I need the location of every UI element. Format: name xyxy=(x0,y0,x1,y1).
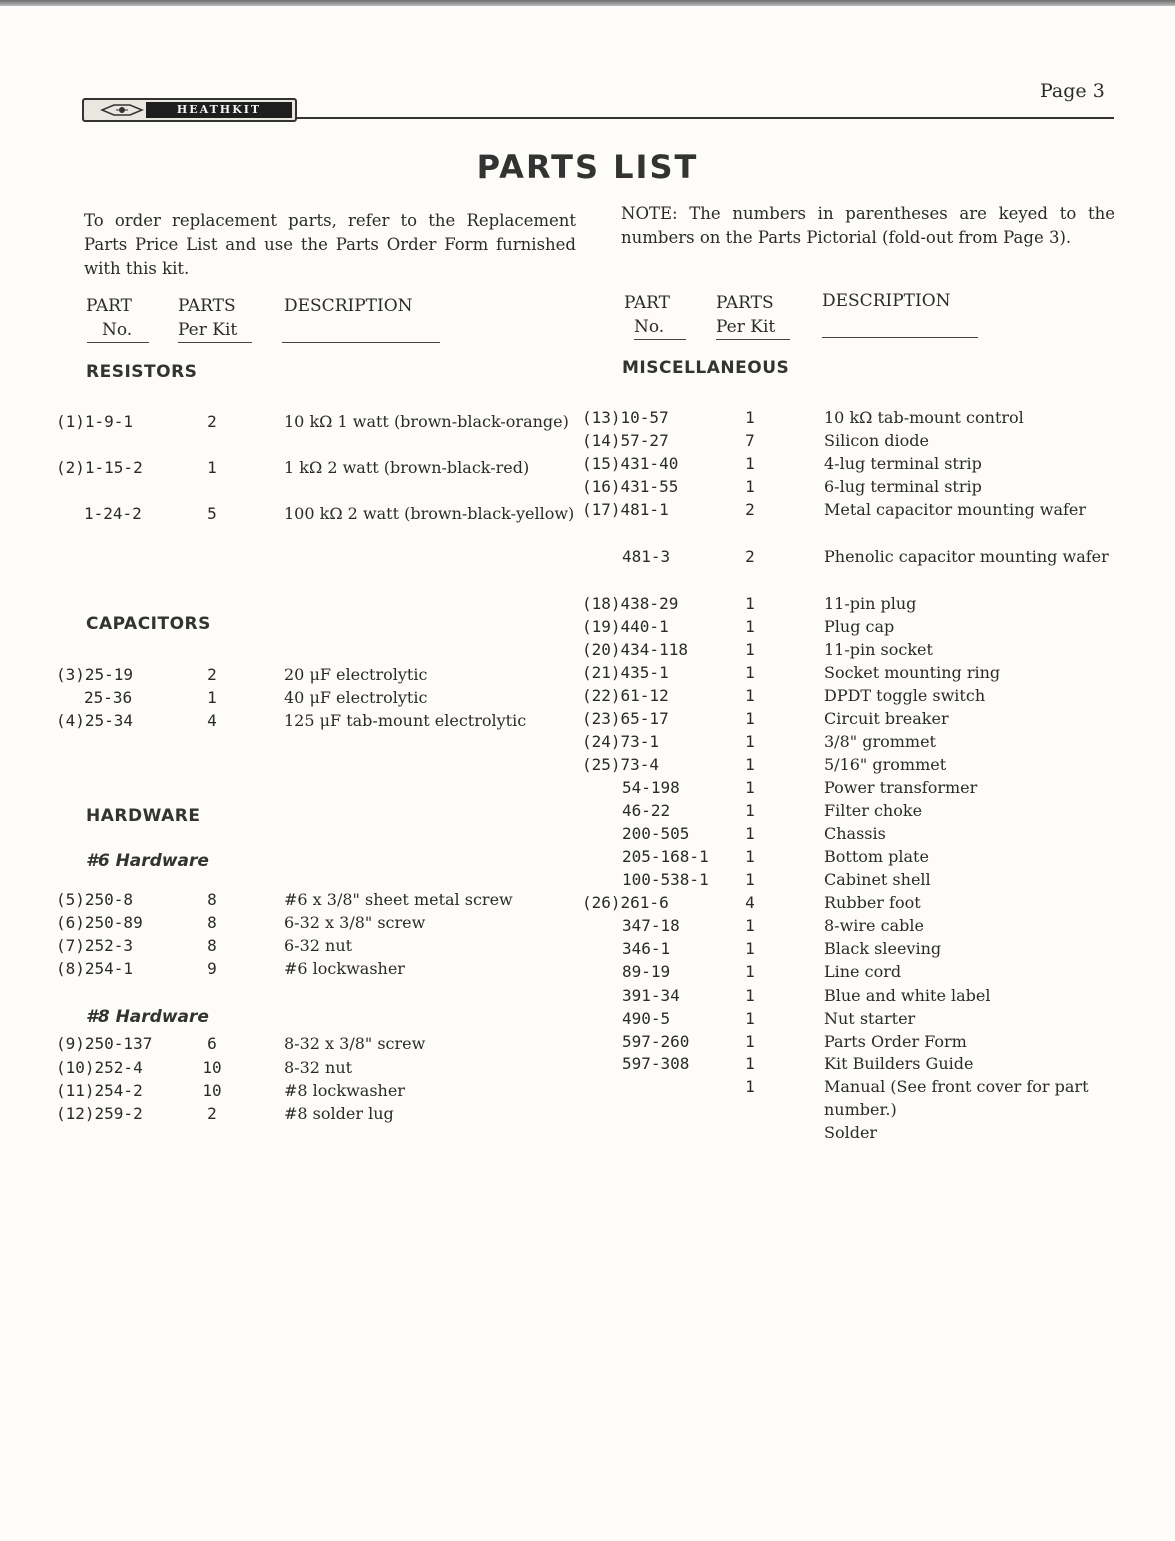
quantity: 10 xyxy=(202,1058,222,1077)
quantity: 1 xyxy=(745,870,755,889)
part-description: 4-lug terminal strip xyxy=(824,454,982,473)
intro-note-text: NOTE: The numbers in parentheses are keyed to the numbers on the Parts Pictorial (fold-out from Page 3). xyxy=(621,204,1115,247)
part-description: DPDT toggle switch xyxy=(824,686,986,705)
part-description: Filter choke xyxy=(824,801,923,820)
part-number: (18)438-29 xyxy=(582,594,679,613)
part-description: Solder xyxy=(824,1123,878,1142)
part-description: Silicon diode xyxy=(824,431,929,450)
col-head-parts-per-kit: PARTS Per Kit xyxy=(178,296,238,340)
quantity: 1 xyxy=(745,594,755,613)
quantity: 2 xyxy=(207,665,217,684)
quantity: 1 xyxy=(207,688,217,707)
intro-order-text: To order replacement parts, refer to the Replacement Parts Price List and use the Parts Order Form furnished with this kit. xyxy=(84,211,576,278)
col-underline xyxy=(716,339,790,340)
quantity: 1 xyxy=(745,617,755,636)
col-head-description: DESCRIPTION xyxy=(822,291,951,311)
part-description: #8 lockwasher xyxy=(284,1081,405,1100)
part-number: 100-538-1 xyxy=(622,870,709,889)
subsection-6-hardware: #6 Hardware xyxy=(86,851,209,871)
part-description: 8-32 nut xyxy=(284,1058,353,1077)
quantity: 1 xyxy=(745,408,755,427)
col-underline xyxy=(282,342,440,343)
part-number: (20)434-118 xyxy=(582,640,688,659)
part-description: Power transformer xyxy=(824,778,978,797)
quantity: 1 xyxy=(745,778,755,797)
quantity: 1 xyxy=(745,801,755,820)
quantity: 1 xyxy=(745,709,755,728)
quantity: 1 xyxy=(745,454,755,473)
quantity: 1 xyxy=(745,986,755,1005)
part-number: (15)431-40 xyxy=(582,454,679,473)
col-underline xyxy=(822,337,978,338)
part-number: (9)250-137 xyxy=(56,1034,153,1053)
logo-text: HEATHKIT xyxy=(146,102,292,118)
part-description: Phenolic capacitor mounting wafer xyxy=(824,547,1109,566)
part-number: 46-22 xyxy=(622,801,671,820)
quantity: 1 xyxy=(745,847,755,866)
part-description: Plug cap xyxy=(824,617,895,636)
quantity: 8 xyxy=(207,913,217,932)
part-description: 11-pin socket xyxy=(824,640,933,659)
heathkit-logo xyxy=(82,98,297,122)
part-number: (17)481-1 xyxy=(582,500,669,519)
part-description: 8-32 x 3/8" screw xyxy=(284,1034,426,1053)
section-resistors: RESISTORS xyxy=(86,362,198,382)
part-number: 89-19 xyxy=(622,962,671,981)
part-number: 391-34 xyxy=(622,986,680,1005)
col-head-part: PART No. xyxy=(624,293,670,337)
part-number: (14)57-27 xyxy=(582,431,669,450)
part-number: 1-24-2 xyxy=(84,504,142,523)
part-number: 346-1 xyxy=(622,939,671,958)
part-number: 347-18 xyxy=(622,916,680,935)
page-title: PARTS LIST xyxy=(476,148,699,186)
part-description: 10 kΩ tab-mount control xyxy=(824,408,1024,427)
part-description: Line cord xyxy=(824,962,902,981)
part-number: (4)25-34 xyxy=(56,711,134,730)
col-underline xyxy=(178,342,252,343)
part-description: 40 μF electrolytic xyxy=(284,688,428,707)
part-number: (13)10-57 xyxy=(582,408,669,427)
part-number: (3)25-19 xyxy=(56,665,134,684)
part-description: #8 solder lug xyxy=(284,1104,394,1123)
quantity: 1 xyxy=(745,755,755,774)
part-description: Manual (See front cover for part number.) xyxy=(824,1077,1089,1119)
quantity: 1 xyxy=(745,663,755,682)
quantity: 1 xyxy=(745,640,755,659)
col-underline xyxy=(87,342,149,343)
quantity: 1 xyxy=(745,686,755,705)
quantity: 9 xyxy=(207,959,217,978)
part-description: 5/16" grommet xyxy=(824,755,947,774)
col-head-parts-per-kit: PARTS Per Kit xyxy=(716,293,776,337)
part-description: 3/8" grommet xyxy=(824,732,936,751)
quantity: 8 xyxy=(207,890,217,909)
part-number: 481-3 xyxy=(622,547,671,566)
quantity: 2 xyxy=(207,1104,217,1123)
part-number: (5)250-8 xyxy=(56,890,134,909)
quantity: 1 xyxy=(745,939,755,958)
quantity: 6 xyxy=(207,1034,217,1053)
part-description: Bottom plate xyxy=(824,847,929,866)
part-description: 20 μF electrolytic xyxy=(284,665,428,684)
header-rule xyxy=(296,117,1114,119)
quantity: 1 xyxy=(745,1077,755,1096)
col-head-part: PART No. xyxy=(86,296,133,340)
section-hardware: HARDWARE xyxy=(86,806,201,826)
part-number: (22)61-12 xyxy=(582,686,669,705)
quantity: 8 xyxy=(207,936,217,955)
part-number: (12)259-2 xyxy=(56,1104,143,1123)
part-number: (8)254-1 xyxy=(56,959,134,978)
part-description: Black sleeving xyxy=(824,939,942,958)
part-number: 597-260 xyxy=(622,1032,690,1051)
part-number: (24)73-1 xyxy=(582,732,660,751)
part-number: 54-198 xyxy=(622,778,680,797)
part-description: Cabinet shell xyxy=(824,870,931,889)
part-number: (6)250-89 xyxy=(56,913,143,932)
quantity: 1 xyxy=(745,916,755,935)
quantity: 1 xyxy=(745,1009,755,1028)
part-number: 205-168-1 xyxy=(622,847,709,866)
part-number: (2)1-15-2 xyxy=(56,458,143,477)
scan-top-edge xyxy=(0,0,1175,6)
part-description: 6-32 x 3/8" screw xyxy=(284,913,426,932)
part-number: (23)65-17 xyxy=(582,709,669,728)
quantity: 2 xyxy=(745,500,755,519)
quantity: 7 xyxy=(745,431,755,450)
part-number: (1)1-9-1 xyxy=(56,412,134,431)
part-description: 8-wire cable xyxy=(824,916,924,935)
part-description: Socket mounting ring xyxy=(824,663,1001,682)
part-number: (16)431-55 xyxy=(582,477,679,496)
part-description: 10 kΩ 1 watt (brown-black-orange) xyxy=(284,412,569,431)
part-number: (11)254-2 xyxy=(56,1081,143,1100)
quantity: 2 xyxy=(745,547,755,566)
heathkit-emblem-icon xyxy=(100,102,144,118)
part-number: 25-36 xyxy=(84,688,133,707)
subsection-8-hardware: #8 Hardware xyxy=(86,1007,209,1027)
page-number: Page 3 xyxy=(1040,80,1105,102)
part-description: Kit Builders Guide xyxy=(824,1054,974,1073)
part-number: (21)435-1 xyxy=(582,663,669,682)
part-number: (25)73-4 xyxy=(582,755,660,774)
part-description: 11-pin plug xyxy=(824,594,917,613)
quantity: 10 xyxy=(202,1081,222,1100)
quantity: 5 xyxy=(207,504,217,523)
part-description: Chassis xyxy=(824,824,886,843)
quantity: 1 xyxy=(745,962,755,981)
part-description: 6-32 nut xyxy=(284,936,353,955)
part-description: Rubber foot xyxy=(824,893,921,912)
part-description: Parts Order Form xyxy=(824,1032,967,1051)
part-number: (26)261-6 xyxy=(582,893,669,912)
part-description: Nut starter xyxy=(824,1009,916,1028)
part-description: Metal capacitor mounting wafer xyxy=(824,500,1087,519)
col-head-description: DESCRIPTION xyxy=(284,296,413,316)
part-number: (7)252-3 xyxy=(56,936,134,955)
section-capacitors: CAPACITORS xyxy=(86,614,211,634)
quantity: 4 xyxy=(745,893,755,912)
quantity: 1 xyxy=(745,477,755,496)
quantity: 1 xyxy=(745,1032,755,1051)
quantity: 2 xyxy=(207,412,217,431)
part-number: 597-308 xyxy=(622,1054,690,1073)
part-description: #6 x 3/8" sheet metal screw xyxy=(284,890,513,909)
quantity: 1 xyxy=(745,824,755,843)
part-description: #6 lockwasher xyxy=(284,959,405,978)
quantity: 1 xyxy=(745,1054,755,1073)
col-underline xyxy=(634,339,686,340)
part-number: (19)440-1 xyxy=(582,617,669,636)
quantity: 1 xyxy=(207,458,217,477)
part-description: 100 kΩ 2 watt (brown-black-yellow) xyxy=(284,504,575,523)
part-description: 6-lug terminal strip xyxy=(824,477,982,496)
quantity: 4 xyxy=(207,711,217,730)
part-number: (10)252-4 xyxy=(56,1058,143,1077)
part-description: 1 kΩ 2 watt (brown-black-red) xyxy=(284,458,530,477)
part-description: Circuit breaker xyxy=(824,709,949,728)
part-description: 125 μF tab-mount electrolytic xyxy=(284,711,527,730)
section-miscellaneous: MISCELLANEOUS xyxy=(622,358,790,378)
part-description: Blue and white label xyxy=(824,986,991,1005)
part-number: 200-505 xyxy=(622,824,690,843)
quantity: 1 xyxy=(745,732,755,751)
part-number: 490-5 xyxy=(622,1009,671,1028)
